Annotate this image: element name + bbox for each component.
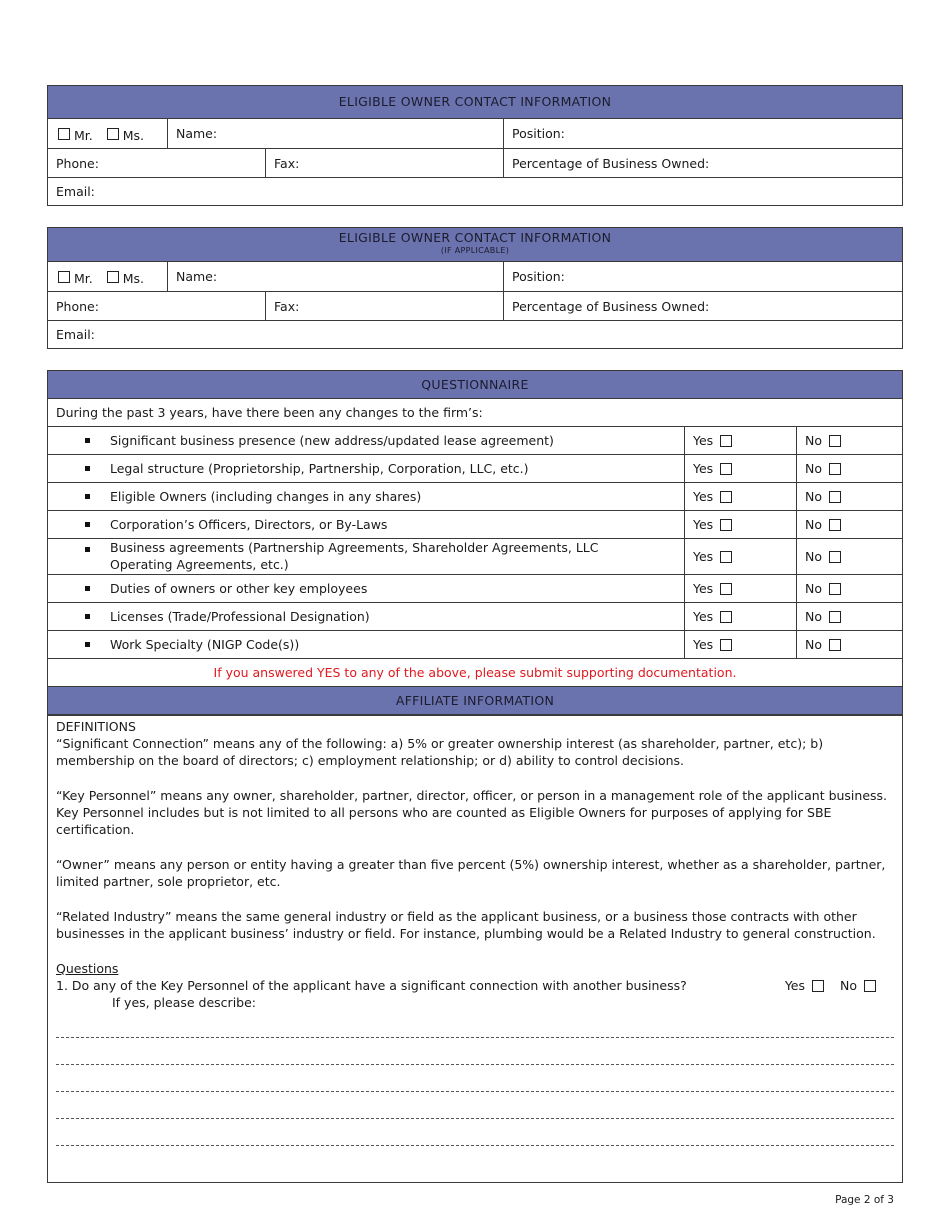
questionnaire-header: QUESTIONNAIRE: [48, 371, 902, 399]
salutation-cell: [48, 262, 168, 291]
percentage-owned-field[interactable]: [504, 149, 902, 177]
question-row: [48, 575, 902, 603]
affiliate-section: [47, 715, 903, 1183]
yes-checkbox[interactable]: [720, 463, 732, 475]
page-number: Page 2 of 3: [835, 1194, 894, 1206]
questions-title: Questions: [56, 961, 119, 976]
percentage-owned-label: Percentage of Business Owned:: [512, 155, 710, 171]
name-label: Name:: [176, 269, 218, 284]
no-option[interactable]: No: [797, 539, 902, 574]
answer-line[interactable]: [56, 1145, 894, 1146]
questionnaire-section: [47, 370, 903, 715]
no-checkbox[interactable]: [829, 611, 841, 623]
no-option[interactable]: No: [797, 631, 902, 658]
question-text: Licenses (Trade/Professional Designation): [48, 603, 685, 630]
ms-checkbox[interactable]: [107, 271, 119, 283]
yes-option[interactable]: Yes: [685, 511, 797, 538]
yes-checkbox[interactable]: [720, 519, 732, 531]
percentage-owned-label: Percentage of Business Owned:: [512, 298, 710, 314]
yes-option[interactable]: Yes: [685, 603, 797, 630]
percentage-owned-field[interactable]: [504, 292, 902, 320]
no-checkbox[interactable]: [829, 463, 841, 475]
yes-checkbox[interactable]: [720, 491, 732, 503]
question-text: Significant business presence (new address/updated lease agreement): [48, 427, 685, 454]
definitions-title: DEFINITIONS: [56, 719, 136, 734]
affiliate-header: AFFILIATE INFORMATION: [48, 687, 902, 715]
position-field[interactable]: [504, 119, 902, 148]
yes-checkbox[interactable]: [720, 611, 732, 623]
bullet-icon: [85, 438, 90, 443]
question-text: Duties of owners or other key employees: [48, 575, 685, 602]
question-text: Eligible Owners (including changes in any shares): [48, 483, 685, 510]
bullet-icon: [85, 547, 90, 552]
question-row: [48, 455, 902, 483]
yes-option[interactable]: Yes: [685, 483, 797, 510]
yes-checkbox[interactable]: [720, 583, 732, 595]
answer-line[interactable]: [56, 1037, 894, 1038]
section-header: [48, 228, 902, 262]
yes-checkbox[interactable]: [720, 435, 732, 447]
question-text: Corporation’s Officers, Directors, or By-Laws: [48, 511, 685, 538]
bullet-icon: [85, 494, 90, 499]
question-row: [48, 427, 902, 455]
question-1-text: 1. Do any of the Key Personnel of the applicant have a significant connection with another business?: [56, 978, 687, 993]
position-label: Position:: [512, 269, 565, 284]
no-checkbox[interactable]: [829, 551, 841, 563]
bullet-icon: [85, 642, 90, 647]
yes-option[interactable]: Yes: [685, 575, 797, 602]
question-text: Legal structure (Proprietorship, Partnership, Corporation, LLC, etc.): [48, 455, 685, 482]
email-field[interactable]: [48, 321, 902, 348]
position-label: Position:: [512, 126, 565, 141]
q1-yes-checkbox[interactable]: [812, 980, 824, 992]
no-checkbox[interactable]: [829, 491, 841, 503]
mr-checkbox[interactable]: [58, 271, 70, 283]
salutation-cell: [48, 119, 168, 148]
position-field[interactable]: [504, 262, 902, 291]
fax-label: Fax:: [274, 298, 300, 314]
bullet-icon: [85, 614, 90, 619]
owner-contact-section-1: [47, 85, 903, 206]
question-1-followup: If yes, please describe:: [112, 995, 257, 1010]
no-option[interactable]: No: [797, 603, 902, 630]
question-text: Business agreements (Partnership Agreements, Shareholder Agreements, LLC Operating Agreements, etc.): [48, 539, 685, 574]
q1-no-checkbox[interactable]: [864, 980, 876, 992]
section-header: ELIGIBLE OWNER CONTACT INFORMATION: [48, 86, 902, 119]
question-row: [48, 483, 902, 511]
section-header-subtitle: (IF APPLICABLE): [440, 246, 510, 255]
yes-option[interactable]: Yes: [685, 631, 797, 658]
email-label: Email:: [56, 184, 95, 199]
email-field[interactable]: [48, 178, 902, 205]
questionnaire-intro: During the past 3 years, have there been any changes to the firm’s:: [56, 405, 483, 420]
answer-line[interactable]: [56, 1091, 894, 1092]
answer-line[interactable]: [56, 1064, 894, 1065]
yes-option[interactable]: Yes: [685, 427, 797, 454]
no-option[interactable]: No: [797, 455, 902, 482]
definition-significant-connection: “Significant Connection” means any of the following: a) 5% or greater ownership interest (as shareholder, partner, etc); b) membership on the board of directors; c) employment relationship; or d) ability to control decisions.: [56, 736, 824, 768]
no-checkbox[interactable]: [829, 435, 841, 447]
definition-owner: “Owner” means any person or entity having a greater than five percent (5%) ownership interest, whether as a shareholder, partner, limited partner, sole proprietor, etc.: [56, 857, 886, 889]
definition-key-personnel: “Key Personnel” means any owner, shareholder, partner, director, officer, or person in a management role of the applicant business. Key Personnel includes but is not limited to all persons who are counted as Eligible Owners for purposes of applying for SBE certification.: [56, 788, 888, 837]
phone-field[interactable]: [48, 292, 266, 320]
ms-label: Ms.: [122, 128, 145, 143]
no-option[interactable]: No: [797, 575, 902, 602]
no-checkbox[interactable]: [829, 639, 841, 651]
phone-label: Phone:: [56, 155, 99, 171]
owner-contact-section-2: [47, 227, 903, 349]
bullet-icon: [85, 586, 90, 591]
bullet-icon: [85, 466, 90, 471]
question-row: [48, 539, 902, 575]
ms-checkbox[interactable]: [107, 128, 119, 140]
name-field[interactable]: [168, 119, 504, 148]
phone-field[interactable]: [48, 149, 266, 177]
definition-related-industry: “Related Industry” means the same general industry or field as the applicant business, or a business those contracts with other businesses in the applicant business’ industry or field. For instance, plumbing would be a Related Industry to general construction.: [56, 909, 876, 941]
question-1-row: [56, 977, 894, 994]
email-label: Email:: [56, 327, 95, 342]
no-option[interactable]: No: [797, 427, 902, 454]
phone-label: Phone:: [56, 298, 99, 314]
no-checkbox[interactable]: [829, 583, 841, 595]
q1-yes-label: Yes: [784, 978, 805, 993]
question-row: [48, 603, 902, 631]
name-label: Name:: [176, 126, 218, 141]
fax-field[interactable]: [266, 292, 504, 320]
mr-checkbox[interactable]: [58, 128, 70, 140]
mr-label: Mr.: [74, 128, 93, 143]
bullet-icon: [85, 522, 90, 527]
supporting-documentation-notice: If you answered YES to any of the above, please submit supporting documentation.: [213, 665, 737, 680]
name-field[interactable]: [168, 262, 504, 291]
answer-line[interactable]: [56, 1118, 894, 1119]
no-option[interactable]: No: [797, 483, 902, 510]
yes-option[interactable]: Yes: [685, 455, 797, 482]
fax-label: Fax:: [274, 155, 300, 171]
fax-field[interactable]: [266, 149, 504, 177]
mr-label: Mr.: [74, 271, 93, 286]
no-checkbox[interactable]: [829, 519, 841, 531]
yes-option[interactable]: Yes: [685, 539, 797, 574]
ms-label: Ms.: [122, 271, 145, 286]
yes-checkbox[interactable]: [720, 551, 732, 563]
section-header-title: ELIGIBLE OWNER CONTACT INFORMATION: [338, 230, 612, 245]
q1-no-label: No: [840, 978, 857, 993]
question-text: Work Specialty (NIGP Code(s)): [48, 631, 685, 658]
question-row: [48, 631, 902, 659]
question-row: [48, 511, 902, 539]
no-option[interactable]: No: [797, 511, 902, 538]
yes-checkbox[interactable]: [720, 639, 732, 651]
